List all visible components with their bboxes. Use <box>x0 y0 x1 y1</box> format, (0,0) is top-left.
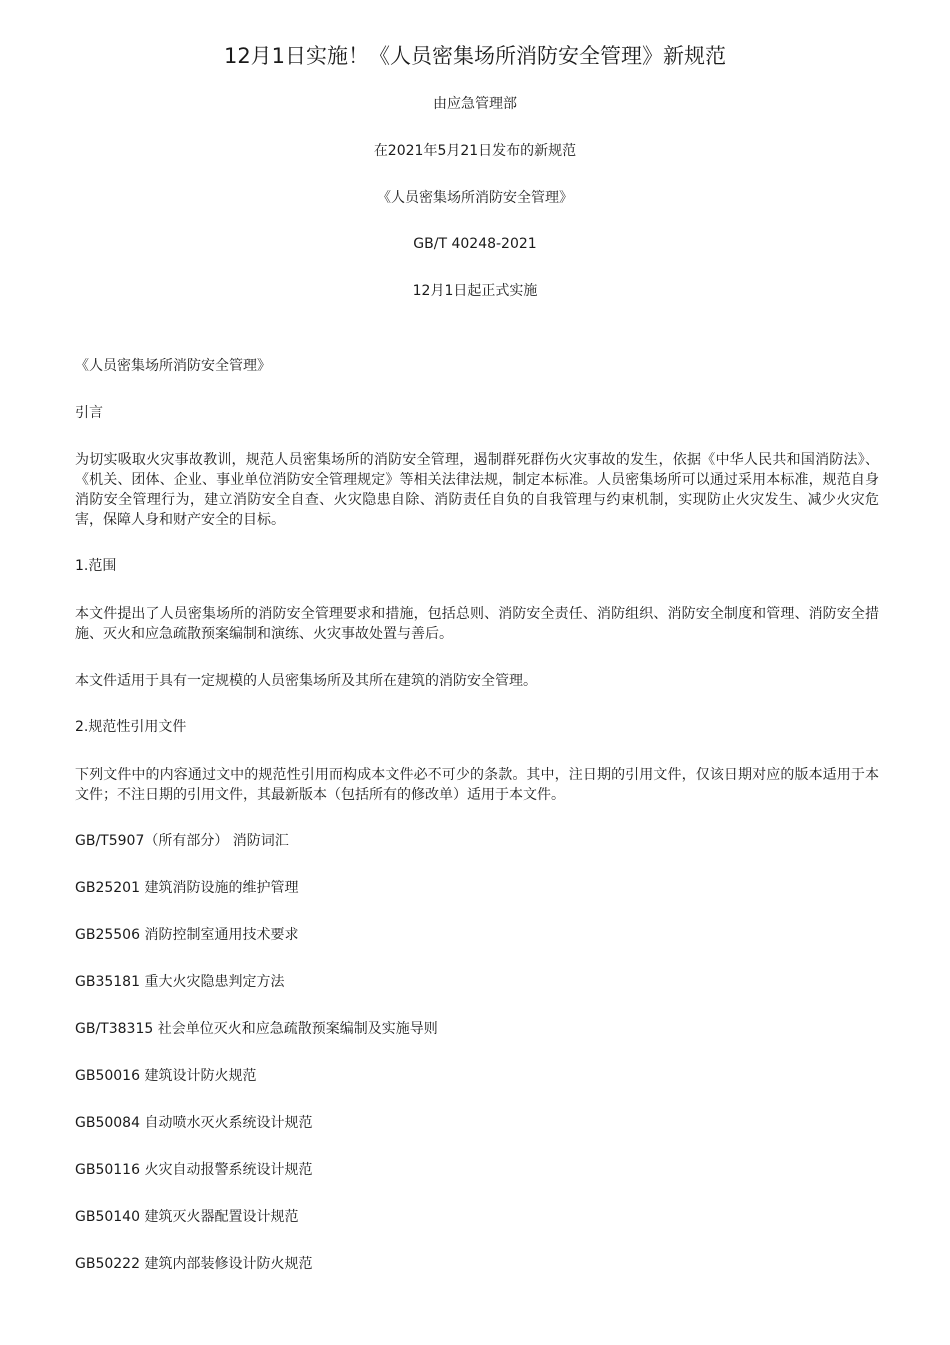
ref-item: GB35181 重大火灾隐患判定方法 <box>75 974 285 990</box>
preface-heading: 引言 <box>75 405 103 421</box>
intro-publisher: 由应急管理部 <box>433 96 517 112</box>
ref-item: GB/T38315 社会单位灭火和应急疏散预案编制及实施导则 <box>75 1021 438 1037</box>
intro-effective-date: 12月1日起正式实施 <box>412 283 538 299</box>
scope-text-1: 本文件提出了人员密集场所的消防安全管理要求和措施，包括总则、消防安全责任、消防组织、消防安全制度和管理、消防安全措施、灭火和应急疏散预案编制和演练、火灾事故处置与善后。 <box>75 606 879 642</box>
ref-item: GB25506 消防控制室通用技术要求 <box>75 927 299 943</box>
scope-heading: 1.范围 <box>75 558 117 574</box>
refs-heading: 2.规范性引用文件 <box>75 719 187 735</box>
ref-item: GB25201 建筑消防设施的维护管理 <box>75 880 299 896</box>
preface-text: 为切实吸取火灾事故教训，规范人员密集场所的消防安全管理，遏制群死群伤火灾事故的发生，依据《中华人民共和国消防法》、《机关、团体、企业、事业单位消防安全管理规定》等相关法律法规，制定本标准。人员密集场所可以通过采用本标准，规范自身消防安全管理行为，建立消防安全自查、火灾隐患自除、消防责任自负的自我管理与约束机制，实现防止火灾发生、减少火灾危害，保障人身和财产安全的目标。 <box>75 452 879 528</box>
ref-item: GB50140 建筑灭火器配置设计规范 <box>75 1209 299 1225</box>
page-title: 12月1日实施！《人员密集场所消防安全管理》新规范 <box>223 44 727 68</box>
intro-standard-code: GB/T 40248-2021 <box>413 236 537 252</box>
ref-item: GB/T5907（所有部分） 消防词汇 <box>75 833 289 849</box>
refs-text: 下列文件中的内容通过文中的规范性引用而构成本文件必不可少的条款。其中，注日期的引用文件，仅该日期对应的版本适用于本文件；不注日期的引用文件，其最新版本（包括所有的修改单）适用于本文件。 <box>75 767 879 803</box>
ref-item: GB50016 建筑设计防火规范 <box>75 1068 257 1084</box>
doc-title: 《人员密集场所消防安全管理》 <box>75 358 271 374</box>
intro-release-date: 在2021年5月21日发布的新规范 <box>373 143 577 159</box>
ref-item: GB50116 火灾自动报警系统设计规范 <box>75 1162 313 1178</box>
scope-text-2: 本文件适用于具有一定规模的人员密集场所及其所在建筑的消防安全管理。 <box>75 673 537 689</box>
ref-item: GB50084 自动喷水灭火系统设计规范 <box>75 1115 313 1131</box>
ref-item: GB50222 建筑内部装修设计防火规范 <box>75 1256 313 1272</box>
intro-standard-name: 《人员密集场所消防安全管理》 <box>377 190 573 206</box>
